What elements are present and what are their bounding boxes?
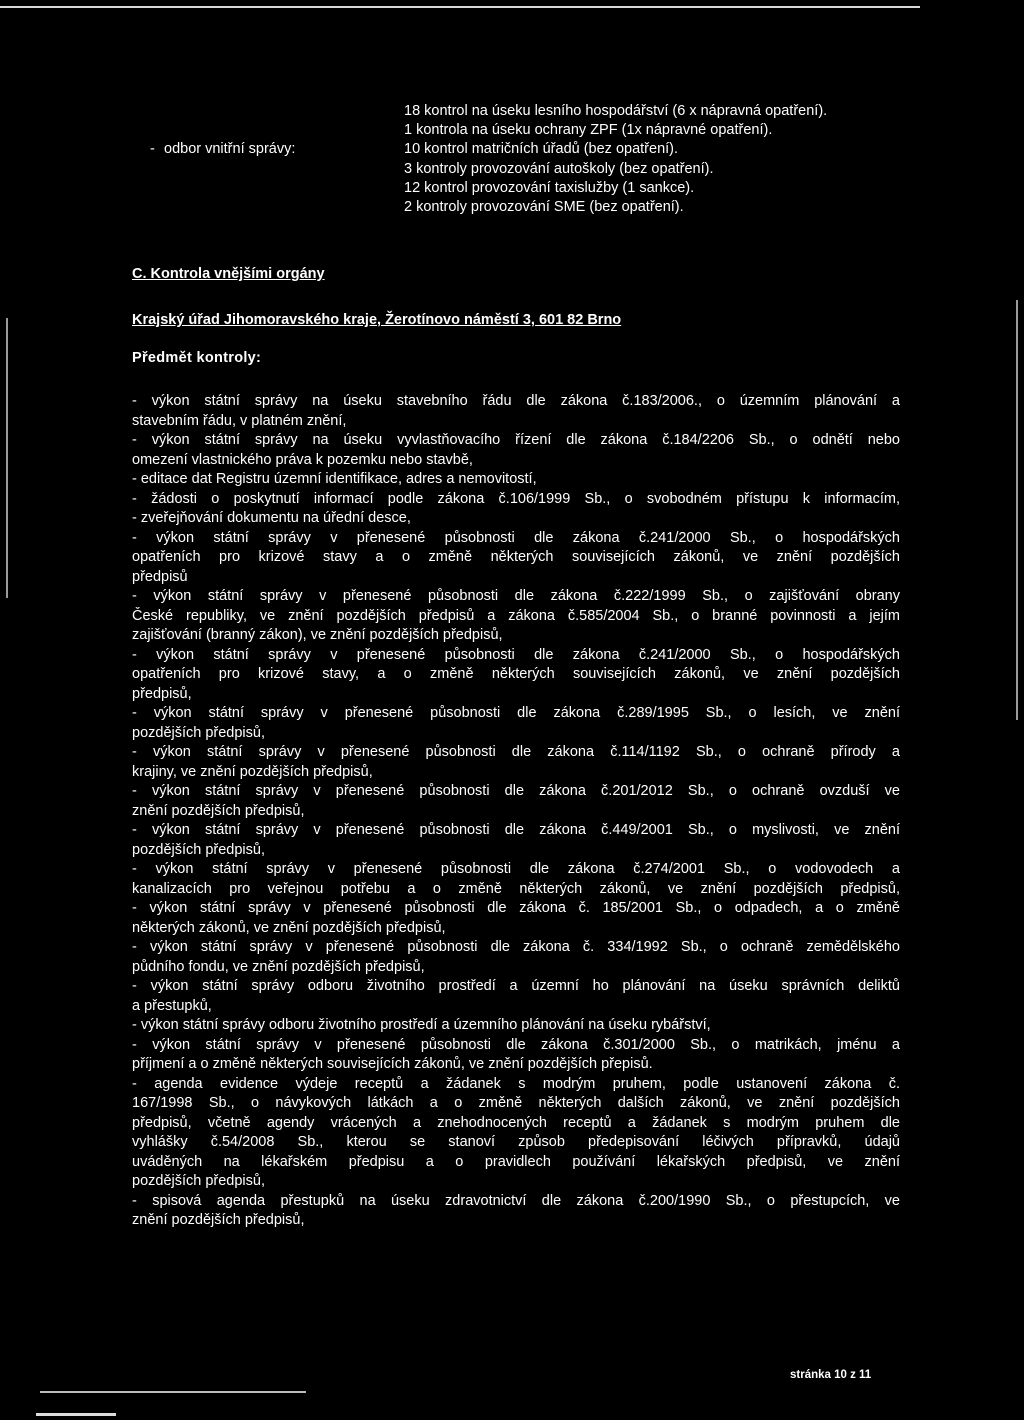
text-line: České republiky, ve znění pozdějších předpisů a zákona č.585/2004 Sb., o branné povinnosti a jejím — [132, 607, 900, 624]
summary-dash — [150, 198, 164, 217]
text-line: stavebním řádu, v platném znění, — [132, 412, 347, 429]
text-line: - výkon státní správy v přenesené působnosti dle zákona č.289/1995 Sb., o lesích, ve znění — [132, 705, 900, 721]
summary-text: 18 kontrol na úseku lesního hospodářství (6 x nápravná opatření). — [404, 103, 828, 119]
top-border-line — [0, 6, 920, 8]
text-line: - žádosti o poskytnutí informací podle zákona č.106/1999 Sb., o svobodném přístupu k informacím, — [132, 490, 900, 507]
text-line: omezení vlastnického práva k pozemku nebo stavbě, — [132, 451, 473, 468]
summary-row — [150, 121, 910, 140]
text-line: některých zákonů, ve znění pozdějších předpisů, — [132, 919, 446, 936]
summary-department — [164, 121, 404, 140]
text-line: - výkon státní správy v přenesené působnosti dle zákona č.301/2000 Sb., o matrikách, jménu a — [132, 1036, 900, 1053]
text-line: - výkon státní správy na úseku vyvlastňovacího řízení dle zákona č.184/2206 Sb., o odnětí nebo — [132, 432, 900, 448]
bottom-line — [40, 1391, 306, 1393]
summary-department — [164, 102, 404, 121]
text-line: znění pozdějších předpisů, — [132, 802, 305, 819]
bottom-line-short — [36, 1413, 116, 1416]
text-line: pozdějších předpisů, — [132, 1173, 265, 1189]
text-line: - výkon státní správy v přenesené působnosti dle zákona č.449/2001 Sb., o myslivosti, ve znění — [132, 822, 900, 838]
summary-department — [164, 179, 404, 198]
summary-row — [150, 140, 910, 159]
summary-row — [150, 102, 910, 121]
summary-dash — [150, 102, 164, 121]
text-line: vyhlášky č.54/2008 Sb., kterou se stanoví způsob předepisování léčivých přípravků, údajů — [132, 1134, 900, 1150]
text-line: pozdějších předpisů, — [132, 724, 265, 741]
text-line: - výkon státní správy v přenesené působnosti dle zákona č.201/2012 Sb., o ochraně ovzduší ve — [132, 783, 900, 799]
summary-dash — [150, 121, 164, 140]
text-line: - výkon státní správy na úseku stavebního řádu dle zákona č.183/2006., o územním plánování a — [132, 393, 900, 409]
text-line: předpisů — [132, 568, 188, 585]
summary-department — [164, 198, 404, 217]
text-line: - výkon státní správy v přenesené působnosti dle zákona č. 185/2001 Sb., o odpadech, a o změně — [132, 900, 900, 916]
text-line: půdního fondu, ve znění pozdějších předpisů, — [132, 958, 425, 975]
text-line: - výkon státní správy v přenesené působnosti dle zákona č.241/2000 Sb., o hospodářských — [132, 529, 900, 546]
summary-row — [150, 160, 910, 179]
text-line: příjmení a o změně některých souvisejících zákonů, ve znění pozdějších přepisů. — [132, 1056, 653, 1072]
text-line: - výkon státní správy odboru životního prostředí a územní ho plánování na úseku správních deliktů — [132, 978, 900, 994]
summary-text: 12 kontrol provozování taxislužby (1 sankce). — [404, 179, 695, 196]
text-line: - spisová agenda přestupků na úseku zdravotnictví dle zákona č.200/1990 Sb., o přestupcích, ve — [132, 1192, 900, 1209]
page-number: stránka 10 z 11 — [790, 1369, 872, 1381]
left-margin-line — [6, 318, 8, 598]
summary-department — [164, 160, 404, 179]
summary-dash — [150, 160, 164, 179]
text-line: 167/1998 Sb., o návykových látkách a o změně některých dalších zákonů, ve znění pozdějších — [132, 1095, 900, 1111]
summary-text: 3 kontroly provozování autoškoly (bez opatření). — [404, 160, 714, 177]
text-line: kanalizacích pro veřejnou potřebu a o změně některých zákonů, ve znění pozdějších předpisů, — [132, 880, 900, 897]
text-line: pozdějších předpisů, — [132, 841, 265, 858]
text-line: zajišťování (branný zákon), ve znění pozdějších předpisů, — [132, 627, 503, 643]
text-line: - výkon státní správy v přenesené působnosti dle zákona č.274/2001 Sb., o vodovodech a — [132, 861, 900, 877]
text-line: - výkon státní správy v přenesené působnosti dle zákona č.114/1192 Sb., o ochraně přírody a — [132, 744, 900, 760]
text-line: - výkon státní správy v přenesené působnosti dle zákona č.241/2000 Sb., o hospodářských — [132, 646, 900, 663]
summary-text: 10 kontrol matričních úřadů (bez opatření). — [404, 141, 679, 158]
summary-dash: - — [150, 141, 155, 158]
text-line: - výkon státní správy v přenesené působnosti dle zákona č. 334/1992 Sb., o ochraně zemědělského — [132, 939, 900, 955]
text-line: a přestupků, — [132, 997, 212, 1014]
text-line: - agenda evidence výdeje receptů a žádanek s modrým pruhem, podle ustanovení zákona č. — [132, 1075, 900, 1092]
text-line: znění pozdějších předpisů, — [132, 1212, 305, 1228]
summary-dash — [150, 179, 164, 198]
summary-text: 2 kontroly provozování SME (bez opatření). — [404, 198, 684, 215]
right-margin-line — [1016, 300, 1018, 720]
text-line: krajiny, ve znění pozdějších předpisů, — [132, 763, 373, 780]
text-line: - výkon státní správy odboru životního prostředí a územního plánování na úseku rybářství, — [132, 1017, 711, 1033]
inspection-subject-text — [132, 392, 900, 1231]
text-line: - editace dat Registru územní identifikace, adres a nemovitostí, — [132, 471, 537, 487]
summary-row — [150, 198, 910, 217]
text-line: opatřeních pro krizové stavy, a o změně některých souvisejících zákonů, ve znění pozdějších — [132, 666, 900, 682]
text-line: - zveřejňování dokumentu na úřední desce, — [132, 510, 411, 526]
inspection-summary-list — [150, 102, 910, 217]
summary-department: odbor vnitřní správy: — [164, 141, 296, 158]
summary-row — [150, 179, 910, 198]
text-line: uváděných na lékařském předpisu a o pravidlech používání lékařských předpisů, ve znění — [132, 1153, 900, 1170]
summary-text: 1 kontrola na úseku ochrany ZPF (1x nápravné opatření). — [404, 122, 773, 139]
section-heading: C. Kontrola vnějšími orgány — [132, 266, 325, 282]
subject-heading: Předmět kontroly: — [132, 350, 262, 366]
text-line: - výkon státní správy v přenesené působnosti dle zákona č.222/1999 Sb., o zajišťování obrany — [132, 588, 900, 604]
text-line: předpisů, — [132, 685, 192, 702]
authority-address: Krajský úřad Jihomoravského kraje, Žerotínovo náměstí 3, 601 82 Brno — [132, 312, 622, 328]
text-line: opatřeních pro krizové stavy a o změně některých souvisejících zákonů, ve znění pozdějších — [132, 549, 900, 565]
text-line: předpisů, včetně agendy vrácených a znehodnocených receptů a žádanek s modrým pruhem dle — [132, 1114, 900, 1131]
